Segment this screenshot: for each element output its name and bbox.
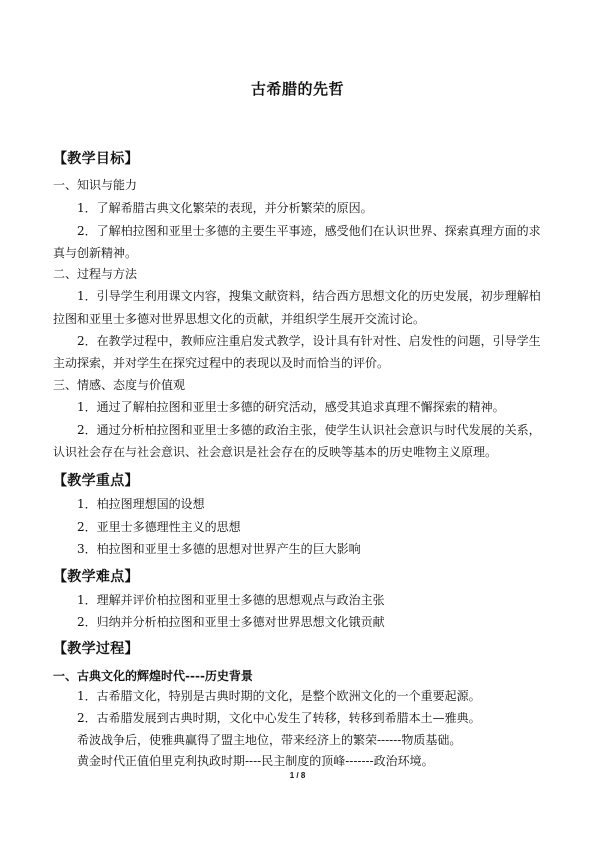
paragraph-line: 认识社会存在与社会意识、社会意识是社会存在的反映等基本的历史唯物主义原理。 <box>53 445 498 459</box>
paragraph-line: 1．了解希腊古典文化繁荣的表现，并分析繁荣的原因。 <box>77 201 373 215</box>
process-subheading: 一、古典文化的辉煌时代----历史背景 <box>53 669 253 683</box>
page-number: 1 / 8 <box>289 771 306 780</box>
section-heading-difficulties: 【教学难点】 <box>53 569 139 585</box>
paragraph-line: 黄金时代正值伯里克利执政时期----民主制度的顶峰-------政治环境。 <box>77 754 434 768</box>
paragraph-line: 1．通过了解柏拉图和亚里士多德的研究活动，感受其追求真理不懈探索的精神。 <box>77 400 505 414</box>
section-heading-process: 【教学过程】 <box>53 641 139 657</box>
paragraph-line: 1．引导学生利用课文内容，搜集文献资料，结合西方思想文化的历史发展，初步理解柏 <box>77 289 541 303</box>
subheading-process-method: 二、过程与方法 <box>53 267 138 281</box>
paragraph-line: 2．古希腊发展到古典时期，文化中心发生了转移，转移到希腊本土—雅典。 <box>77 711 481 725</box>
list-item: 1．理解并评价柏拉图和亚里士多德的思想观点与政治主张 <box>77 593 385 607</box>
subheading-values: 三、情感、态度与价值观 <box>53 378 186 392</box>
paragraph-line: 主动探索，并对学生在探究过程中的表现以及时而恰当的评价。 <box>53 356 390 370</box>
section-heading-goals: 【教学目标】 <box>53 151 139 167</box>
list-item: 2．亚里士多德理性主义的思想 <box>77 520 241 534</box>
subheading-knowledge: 一、知识与能力 <box>53 178 138 192</box>
paragraph-line: 2．了解柏拉图和亚里士多德的主要生平事迹，感受他们在认识世界、探索真理方面的求 <box>77 224 541 238</box>
list-item: 1．柏拉图理想国的设想 <box>77 497 205 511</box>
paragraph-line: 2．在教学过程中，教师应注重启发式教学，设计具有针对性、启发性的问题，引导学生 <box>77 334 541 348</box>
list-item: 2．归纳并分析柏拉图和亚里士多德对世界思想文化锇贡献 <box>77 615 385 629</box>
section-heading-key-points: 【教学重点】 <box>53 473 139 489</box>
paragraph-line: 真与创新精神。 <box>53 246 138 260</box>
paragraph-line: 拉图和亚里士多德对世界思想文化的贡献，并组织学生展开交流讨论。 <box>53 312 426 326</box>
paragraph-line: 希波战争后，使雅典赢得了盟主地位，带来经济上的繁荣------物质基础。 <box>77 733 462 747</box>
paragraph-line: 2．通过分析柏拉图和亚里士多德的政治主张，使学生认识社会意识与时代发展的关系， <box>77 423 541 437</box>
list-item: 3．柏拉图和亚里士多德的思想对世界产生的巨大影响 <box>77 542 361 556</box>
paragraph-line: 1．古希腊文化，特别是古典时期的文化，是整个欧洲文化的一个重要起源。 <box>77 689 481 703</box>
document-title: 古希腊的先哲 <box>250 80 344 98</box>
